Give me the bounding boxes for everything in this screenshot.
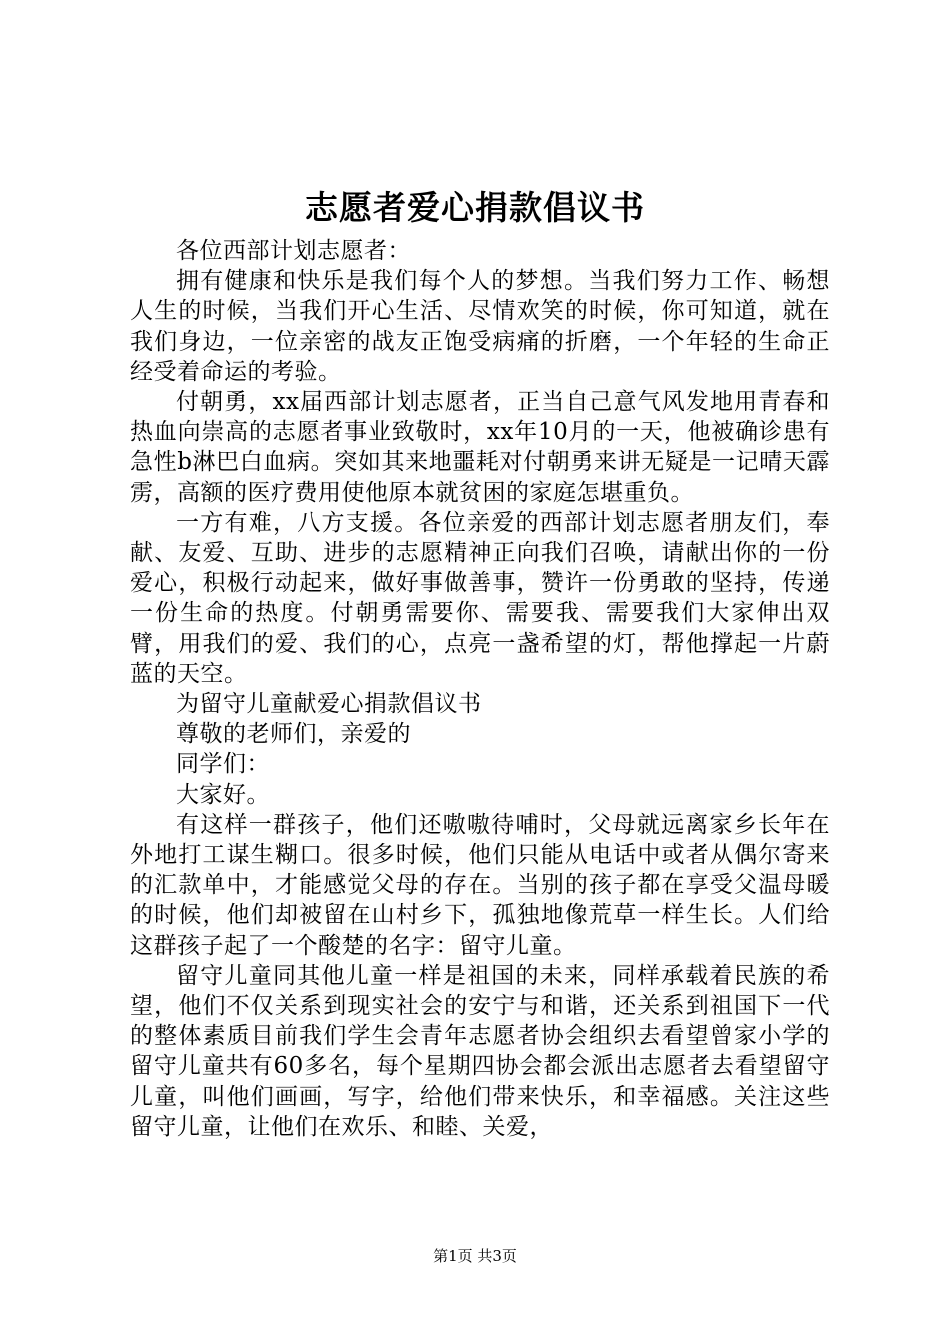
- subtitle-paragraph: 为留守儿童献爱心捐款倡议书: [176, 691, 482, 718]
- page-number-footer: 第1页 共3页: [433, 1247, 517, 1265]
- document-body: [130, 236, 830, 1142]
- body-paragraph: 有这样一群孩子，他们还嗷嗷待哺时，父母就远离家乡长年在外地打工谋生糊口。很多时候，他们只能从电话中或者从偶尔寄来的汇款单中，才能感觉父母的存在。当别的孩子都在享受父温母暖的时候，他们却被留在山村乡下，孤独地像荒草一样生长。人们给这群孩子起了一个酸楚的名字：留守儿童。: [130, 811, 830, 959]
- document-title: 志愿者爱心捐款倡议书: [305, 188, 645, 227]
- greeting-paragraph: 大家好。: [176, 781, 270, 808]
- body-paragraph: 留守儿童同其他儿童一样是祖国的未来，同样承载着民族的希望，他们不仅关系到现实社会的安宁与和谐，还关系到祖国下一代的整体素质目前我们学生会青年志愿者协会组织去看望曾家小学的留守儿童共有60多名，每个星期四协会都会派出志愿者去看望留守儿童，叫他们画画，写字，给他们带来快乐，和幸福感。关注这些留守儿童，让他们在欢乐、和睦、关爱，: [130, 962, 830, 1140]
- body-paragraph: 拥有健康和快乐是我们每个人的梦想。当我们努力工作、畅想人生的时候，当我们开心生活、尽情欢笑的时候，你可知道，就在我们身边，一位亲密的战友正饱受病痛的折磨，一个年轻的生命正经受着命运的考验。: [130, 268, 830, 385]
- greeting-paragraph: 各位西部计划志愿者：: [176, 238, 411, 264]
- salutation-paragraph: 尊敬的老师们，亲爱的: [176, 721, 411, 748]
- body-paragraph: 一方有难，八方支援。各位亲爱的西部计划志愿者朋友们，奉献、友爱、互助、进步的志愿精神正向我们召唤，请献出你的一份爱心，积极行动起来，做好事做善事，赞许一份勇敢的坚持，传递一份生命的热度。付朝勇需要你、需要我、需要我们大家伸出双臂，用我们的爱、我们的心，点亮一盏希望的灯，帮他撑起一片蔚蓝的天空。: [130, 509, 830, 687]
- salutation-paragraph: 同学们：: [176, 751, 270, 778]
- body-paragraph: 付朝勇，xx届西部计划志愿者，正当自己意气风发地用青春和热血向崇高的志愿者事业致敬时，xx年10月的一天，他被确诊患有急性b淋巴白血病。突如其来地噩耗对付朝勇来讲无疑是一记晴天霹雳，高额的医疗费用使他原本就贫困的家庭怎堪重负。: [130, 389, 830, 506]
